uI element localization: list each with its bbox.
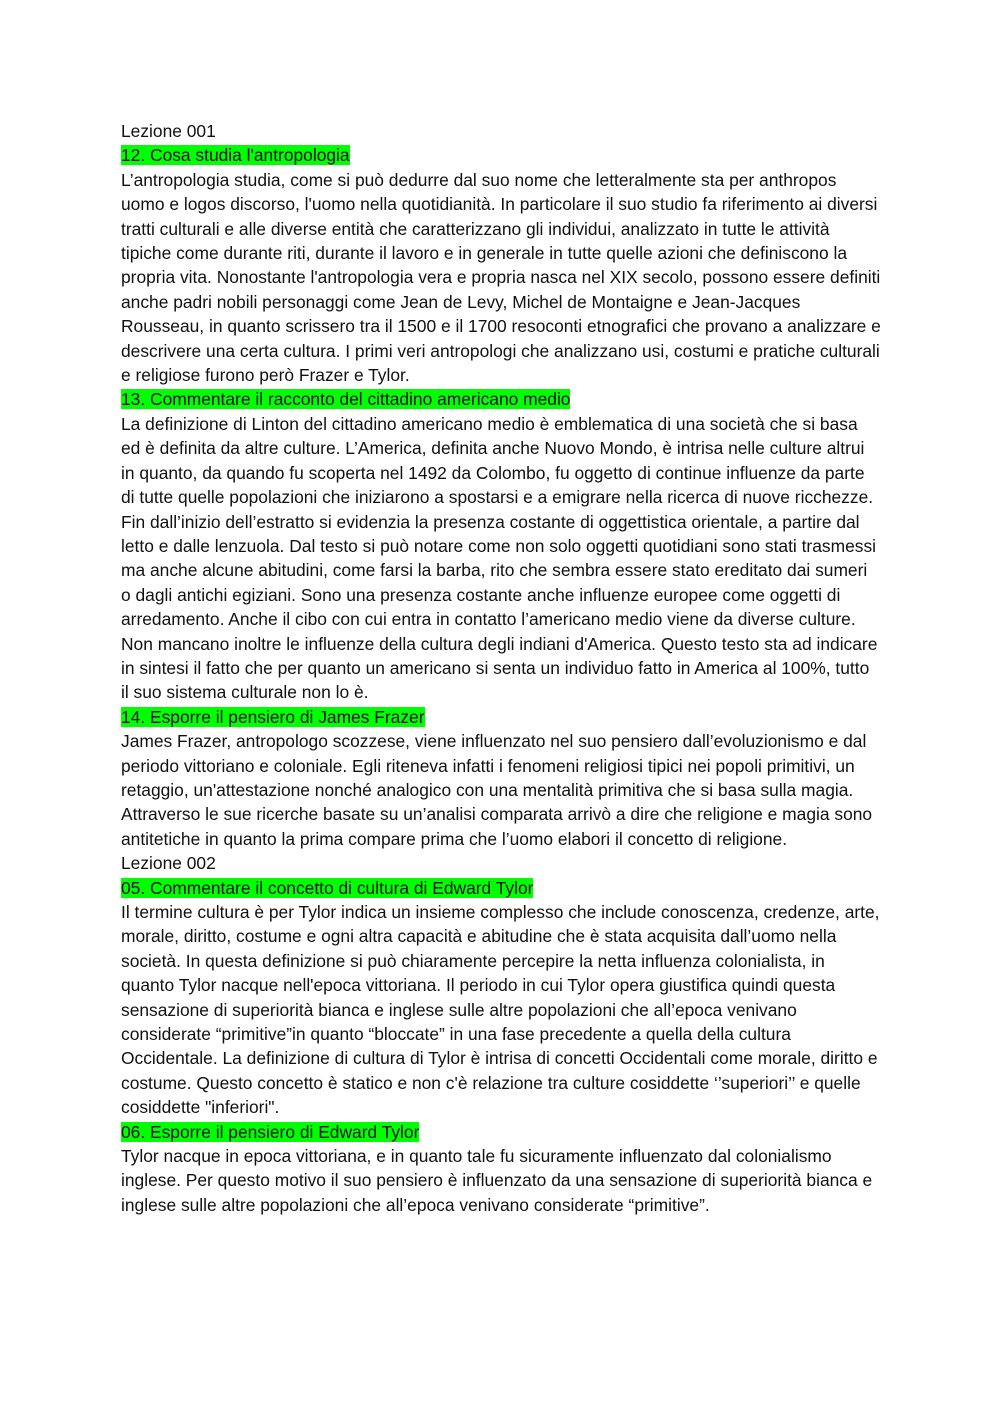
question-title: 12. Cosa studia l'antropologia (121, 145, 350, 166)
question-answer: La definizione di Linton del cittadino americano medio è emblematica di una società che si basa ed è definita da altre culture. L’America, definita anche Nuovo Mondo, è intrisa nelle culture altrui in quanto, da quando fu scoperta nel 1492 da Colombo, fu oggetto di continue influenze da parte di tutte quelle popolazioni che iniziarono a spostarsi e a emigrare nella ricerca di nuove ricchezze. Fin dall’inizio dell’estratto si evidenzia la presenza costante di oggettistica orientale, a partire dal letto e dalle lenzuola. Dal testo si può notare come non solo oggetti quotidiani sono stati trasmessi ma anche alcune abitudini, come farsi la barba, rito che sembra essere stato ereditato dai sumeri o dagli antichi egiziani. Sono una presenza costante anche influenze europee come oggetti di arredamento. Anche il cibo con cui entra in contatto l’americano medio viene da diverse culture. Non mancano inoltre le influenze della cultura degli indiani d'America. Questo testo sta ad indicare in sintesi il fatto che per quanto un americano si senta un individuo fatto in America al 100%, tutto il suo sistema culturale non lo è. (121, 413, 878, 703)
question-title: 06. Esporre il pensiero di Edward Tylor (121, 1121, 420, 1142)
question-block (121, 876, 881, 1120)
lesson-section (121, 851, 881, 1217)
lesson-heading: Lezione 002 (121, 853, 216, 874)
lesson-section (121, 119, 881, 851)
question-block (121, 1120, 881, 1218)
question-answer: James Frazer, antropologo scozzese, viene influenzato nel suo pensiero dall’evoluzionismo e dal periodo vittoriano e coloniale. Egli riteneva infatti i fenomeni religiosi tipici nei popoli primitivi, un retaggio, un'attestazione nonché analogico con una mentalità primitiva che si basa sulla magia. Attraverso le sue ricerche basate su un’analisi comparata arrivò a dire che religione e magia sono antitetiche in quanto la prima compare prima che l’uomo elabori il concetto di religione. (121, 731, 873, 849)
question-answer: Il termine cultura è per Tylor indica un insieme complesso che include conoscenza, credenze, arte, morale, diritto, costume e ogni altra capacità e abitudine che è stata acquisita dall’uomo nella società. In questa definizione si può chiaramente percepire la netta influenza colonialista, in quanto Tylor nacque nell'epoca vittoriana. Il periodo in cui Tylor opera giustifica quindi questa sensazione di superiorità bianca e inglese sulle altre popolazioni che all’epoca venivano considerate “primitive”in quanto “bloccate” in una fase precedente a quella della cultura Occidentale. La definizione di cultura di Tylor è intrisa di concetti Occidentali come morale, diritto e costume. Questo concetto è statico e non c'è relazione tra culture cosiddette ‘’superiori’’ e quelle cosiddette "inferiori". (121, 902, 880, 1118)
lesson-heading: Lezione 001 (121, 121, 216, 141)
document-page (121, 119, 881, 1217)
question-block (121, 143, 881, 387)
question-block (121, 705, 881, 851)
question-title: 05. Commentare il concetto di cultura di Edward Tylor (121, 877, 534, 898)
question-answer: Tylor nacque in epoca vittoriana, e in quanto tale fu sicuramente influenzato dal colonialismo inglese. Per questo motivo il suo pensiero è influenzato da una sensazione di superiorità bianca e inglese sulle altre popolazioni che all’epoca venivano considerate “primitive”. (121, 1146, 873, 1215)
question-title: 13. Commentare il racconto del cittadino americano medio (121, 389, 571, 410)
question-block (121, 387, 881, 704)
question-answer: L’antropologia studia, come si può dedurre dal suo nome che letteralmente sta per anthropos uomo e logos discorso, l'uomo nella quotidianità. In particolare il suo studio fa riferimento ai diversi tratti culturali e alle diverse entità che caratterizzano gli individui, analizzato in tutte le attività tipiche come durante riti, durante il lavoro e in generale in tutte quelle azioni che definiscono la propria vita. Nonostante l'antropologia vera e propria nasca nel XIX secolo, possono essere definiti anche padri nobili personaggi come Jean de Levy, Michel de Montaigne e Jean-Jacques Rousseau, in quanto scrissero tra il 1500 e il 1700 resoconti etnografici che provano a analizzare e descrivere una certa cultura. I primi veri antropologi che analizzano usi, costumi e pratiche culturali e religiose furono però Frazer e Tylor. (121, 169, 881, 386)
question-title: 14. Esporre il pensiero di James Frazer (121, 706, 425, 727)
